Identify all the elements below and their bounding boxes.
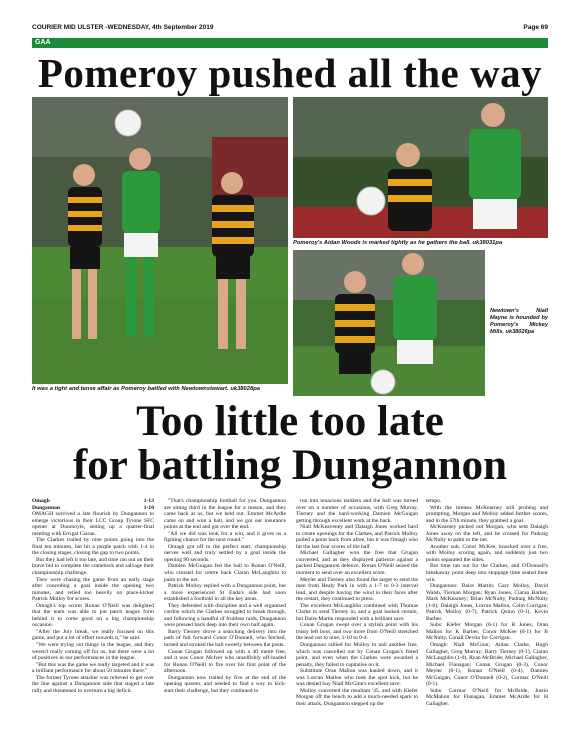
paragraph: Substitute Oran Mallon was hauled down, and it was Lorcan Mallon who took the spot kick, but he was denied buy Niall McGinn's excellent save. xyxy=(296,668,418,688)
photo-side xyxy=(293,250,485,396)
paragraph: The former Tyrone attacker was relieved to get over the line against a Dungannon side that staged a late rally and threatened to overturn a big deficit. xyxy=(32,674,154,694)
paragraph: "After the July break, we really focused on this game, and put a lot of effort towards it," he said. xyxy=(32,628,154,642)
score-value: 1-10 xyxy=(143,504,154,511)
score-team: Omagh xyxy=(32,498,50,504)
paragraph: Conan Grugan swept over a stylish point with his trusty left boot, and two more from O'Neill stretched the lead out to nine, 1-10 to 0-4. xyxy=(296,622,418,642)
caption-main: It was a tight and tense affair as Pomeroy battled with Newtownstewart. uk38028pa xyxy=(32,386,260,392)
caption-side: Newtown's Niall Mayne is hounded by Pomeroy's Mickey Mills. uk38026pa xyxy=(490,308,548,335)
paper-dateline: COURIER MID ULSTER -WEDNESDAY, 4th September 2019 xyxy=(32,24,214,31)
paragraph: Barry Tierney drove a searching delivery into the path of full forward Conor O'Donnell, who fetched, turned and stroked the ball sweetly between the posts. xyxy=(164,628,286,649)
photo-top-right xyxy=(293,97,548,238)
paragraph: Dungannon: Daire Martin; Gary Molloy, David Walsh, Tiernan Morgan; Ryan Jones, Ciaran Barber, Mark McKearney; Brian McNulty, Padraig McNulty (1-0); Dalaigh Jones, Lorcan Mallon, Colm Corrigan; Patrick Molloy (0-7), Patrick Quinn (0-1), Kevin Barber. xyxy=(426,583,548,622)
paragraph: With the tireless McKearney still probing and prompting, Morgan and Molloy added further scores, and in the 57th minute, they grabbed a goal. xyxy=(426,504,548,524)
paragraph: "We were trying out things in the league, and they weren't really coming off for us, but there were a lot of positives in our performances in the league. xyxy=(32,642,154,662)
paragraph: Dungannon rallied for Molloy to nail another free, which was cancelled out by Conan Grugan's fisted point, and even when the Clarkes were awarded a penalty, they failed to capitalise on it. xyxy=(296,642,418,668)
section-label: GAA xyxy=(35,39,51,46)
paragraph: "That's championship football for you. Dungannon are sitting third in the league for a reason, and they came back at us, but we held out. Emmet McArdle came on and won a ball, and we got our insurance points at the end and got over the end. xyxy=(164,498,286,531)
paragraph: Another sub, Conor McKee, knocked over a free, with Molloy scoring again, and suddenly just two points separated the sides. xyxy=(426,543,548,563)
paragraph: Meyler and Tierney also found the target to send the men from Healy Park in with a 1-7 to 0-3 interval lead, and despite having the wind in their faces after the restart, they continued to press. xyxy=(296,576,418,603)
paragraph: "All we did was look for a win, and it gives us a fighting chance for the next round." xyxy=(164,530,286,544)
headline-top: Pomeroy pushed all the way xyxy=(37,50,543,96)
paragraph: Molloy converted the resultant '45, and with Kiefer Morgan off the bench to add a much-needed spark to their attack, Dungannon stepped up the xyxy=(296,687,418,707)
paragraph: "But this was the game we really targeted and it was a brilliant performance for about 50 minutes there." xyxy=(32,661,154,675)
paragraph: They were chasing the game from an early stage after conceding a goal inside the opening two minutes, and relied too heavily on place-kicker Patrick Molloy for scores. xyxy=(32,576,154,603)
paragraph: Subs: Kiefer Morgan (0-1) for R Jones, Oran Mallon for K Barber, Conor McKee (0-1) for B McNulty, Conall Devlin for Corrigan. xyxy=(426,622,548,642)
paragraph: McKearney picked out Morgan, who sent Dalaigh Jones away on the left, and he crossed for Padraig McNulty to palm to the net. xyxy=(426,524,548,544)
headline-main xyxy=(32,400,548,488)
article-column-4 xyxy=(426,498,548,708)
photo-main-image xyxy=(32,97,288,384)
paragraph: But they had left it too late, and time ran out on their brave bid to complete the comeback and salvage their championship challenge. xyxy=(32,556,154,577)
caption-top-right: Pomeroy's Aidan Woods is marked tightly as he gathers the ball. uk38031pa xyxy=(293,240,503,246)
paragraph: Omagh's top scorer Ronan O'Neill was delighted that the team was able to put patch league form behind it to come good on a big championship occasion. xyxy=(32,602,154,629)
paragraph: Dungannon now trailed by five at the end of the opening quarter, and needed to find a way to kick-start their challenge, but they continued to xyxy=(164,674,286,694)
paragraph: tempo. xyxy=(426,498,442,504)
article-column-2 xyxy=(164,498,286,694)
masthead xyxy=(32,22,548,34)
paragraph: Omagh got off to the perfect start, championship nerves well and truly settled by a goal inside the opening 90 seconds. xyxy=(164,543,286,563)
headline-main-line-1: Too little too late xyxy=(136,398,444,445)
page-number: Page 69 xyxy=(523,24,548,31)
paragraph: The Clarkes trailed by nine points going into the final ten minutes, but hit a purple patch with 1-4 in the closing stages, closing the gap to two points. xyxy=(32,537,154,557)
paragraph: Damien McGuigan fed the ball to Ronan O'Neill, who crossed for centre back Ciaran McLaughlin to palm to the net. xyxy=(164,563,286,583)
photo-main xyxy=(32,97,288,384)
paragraph: Conan Grugan followed up with a 40 metre free, and it was Conor McIver who unselfishly off-loaded for Ronan O'Neill to fire over his first point of the afternoon. xyxy=(164,648,286,675)
section-bar xyxy=(32,38,548,48)
paragraph: Subs: Cormac O'Neill for McBride, Justin McMahon for Flanagan, Emmet McArdle for H Gallagher. xyxy=(426,687,548,707)
article-column-3 xyxy=(296,498,418,708)
paragraph: The excellent McLaughlin combined with Thomas Clarke to send Tierney in, and a goal looked certain, but Daire Martin responded with a brilliant save. xyxy=(296,602,418,622)
headline-main-line-2: for battling Dungannon xyxy=(72,442,508,489)
paragraph: Niall McKeaveney and Dalaigh Jones worked hard to create openings for the Clarkes, and Patrick Molloy pulled a point back from afree, but it was Omagh who hit the last four scores of the half. xyxy=(296,524,418,550)
paragraph: Patrick Molloy replied with a Dungannon point, but a more experienced St Enda's side had soon established a foothold in all the key areas. xyxy=(164,583,286,603)
paragraph: Omagh: Niall McGinn; Aidan Clarke, Hugh Gallagher, Greg Murray; Barry Tierney (0-1), Ciaran McLaughlin (1-0), Ryan McBride; Michael Gallagher, Michael Flanagan; Conan Grugan (0-3), Conor Meyler (0-1), Ronan O'Neill (0-4), Damien McGuigan, Conor O'Donnell (0-2), Cormac O'Neill (0-1). xyxy=(426,642,548,688)
paragraph: OMAGH survived a late flourish by Dungannon to emerge victorious in their LCC Group Tyrone SFC opener at Dunmoyle, setting up a quarter-final meeting with Errigal Ciaran. xyxy=(32,511,154,537)
score-value: 1-13 xyxy=(143,498,154,504)
paragraph: But time ran out for the Clarkes, and O'Donnell's breakaway point deep into stoppage time sealed their win. xyxy=(426,563,548,583)
score-team: Dungannon xyxy=(32,504,60,511)
photo-top-right-image xyxy=(293,97,548,238)
paragraph: They defended with discipline and a well organised cordon which the Clarkes struggled to break through, and following a handful of fruitless raids, Dungannon were pressed back deep into their own half again. xyxy=(164,602,286,629)
photo-side-image xyxy=(293,250,485,396)
article-column-1 xyxy=(32,498,154,694)
paragraph: run into tenacious tacklers and the ball was turned over on a number of occasions, with Greg Murray, Tierney and the hard-working Damien McGuigan getting through excellent work at the back. xyxy=(296,498,418,524)
paragraph: Michael Gallagher won the free that Grugan converted, and as they displayed patience against a packed Dungannon defence, Ronan O'Neill seized the moment to send over an excellent score. xyxy=(296,550,418,577)
